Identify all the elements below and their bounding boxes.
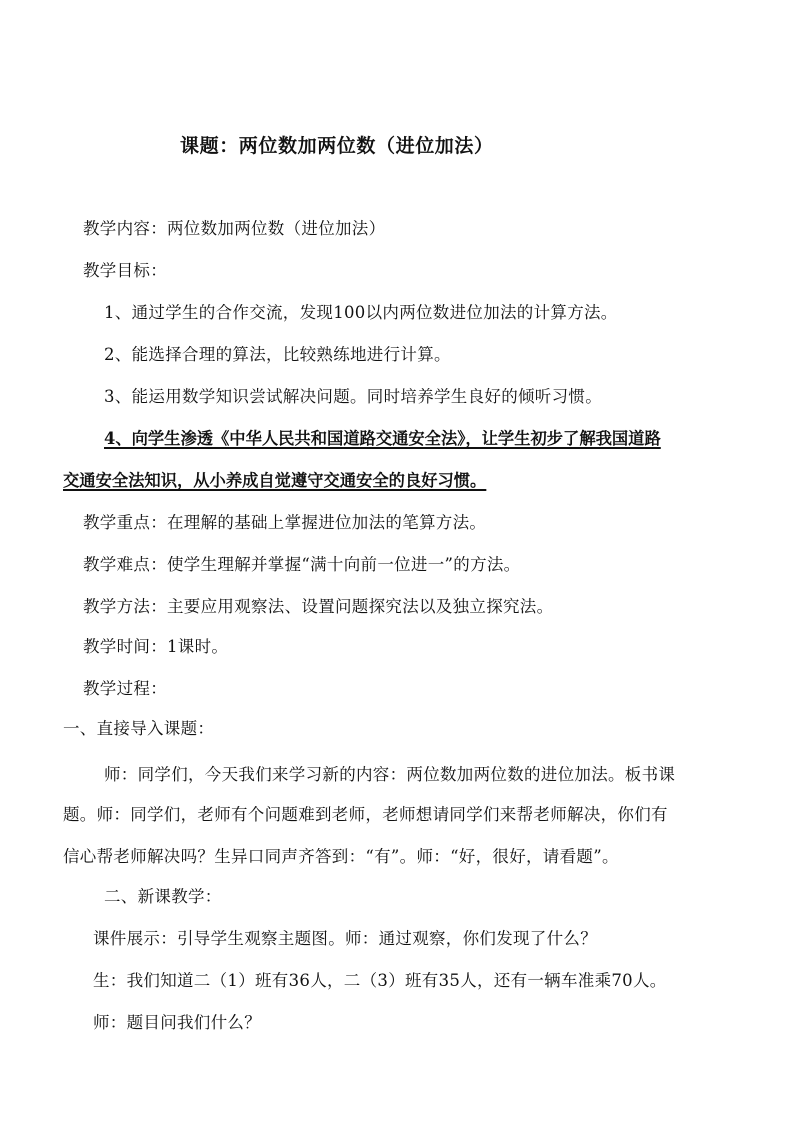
goal-1: 1、通过学生的合作交流，发现100以内两位数进位加法的计算方法。 xyxy=(104,303,618,322)
paragraph-1-line-2: 题。师：同学们，老师有个问题难到老师，老师想请同学们来帮老师解决，你们有 xyxy=(63,805,668,824)
courseware-line: 课件展示：引导学生观察主题图。师：通过观察，你们发现了什么？ xyxy=(93,929,597,948)
paragraph-1-line-3: 信心帮老师解决吗？生异口同声齐答到：“有”。师：“好，很好，请看题”。 xyxy=(63,847,619,866)
student-line: 生：我们知道二（1）班有36人，二（3）班有35人，还有一辆车准乘70人。 xyxy=(93,971,667,990)
teaching-method: 教学方法：主要应用观察法、设置问题探究法以及独立探究法。 xyxy=(83,597,554,616)
process-heading: 教学过程： xyxy=(83,679,167,698)
paragraph-1-line-1: 师：同学们，今天我们来学习新的内容：两位数加两位数的进位加法。板书课 xyxy=(104,765,676,784)
teacher-line: 师：题目问我们什么？ xyxy=(93,1013,261,1032)
goal-4-line-1: 4、向学生渗透《中华人民共和国道路交通安全法》，让学生初步了解我国道路 xyxy=(104,429,661,448)
goal-4-line-2: 交通安全法知识，从小养成自觉遵守交通安全的良好习惯。 xyxy=(63,471,487,490)
key-point: 教学重点：在理解的基础上掌握进位加法的笔算方法。 xyxy=(83,513,487,532)
goal-3: 3、能运用数学知识尝试解决问题。同时培养学生良好的倾听习惯。 xyxy=(104,387,602,406)
difficulty: 教学难点：使学生理解并掌握“满十向前一位进一”的方法。 xyxy=(83,555,521,574)
page-title: 课题：两位数加两位数（进位加法） xyxy=(180,135,494,157)
teaching-content: 教学内容：两位数加两位数（进位加法） xyxy=(83,219,386,238)
section-1-heading: 一、直接导入课题： xyxy=(63,719,215,738)
goals-heading: 教学目标： xyxy=(83,261,167,280)
section-2-heading: 二、新课教学： xyxy=(104,887,222,906)
goal-2: 2、能选择合理的算法，比较熟练地进行计算。 xyxy=(104,345,451,364)
teaching-time: 教学时间：1课时。 xyxy=(83,637,229,656)
